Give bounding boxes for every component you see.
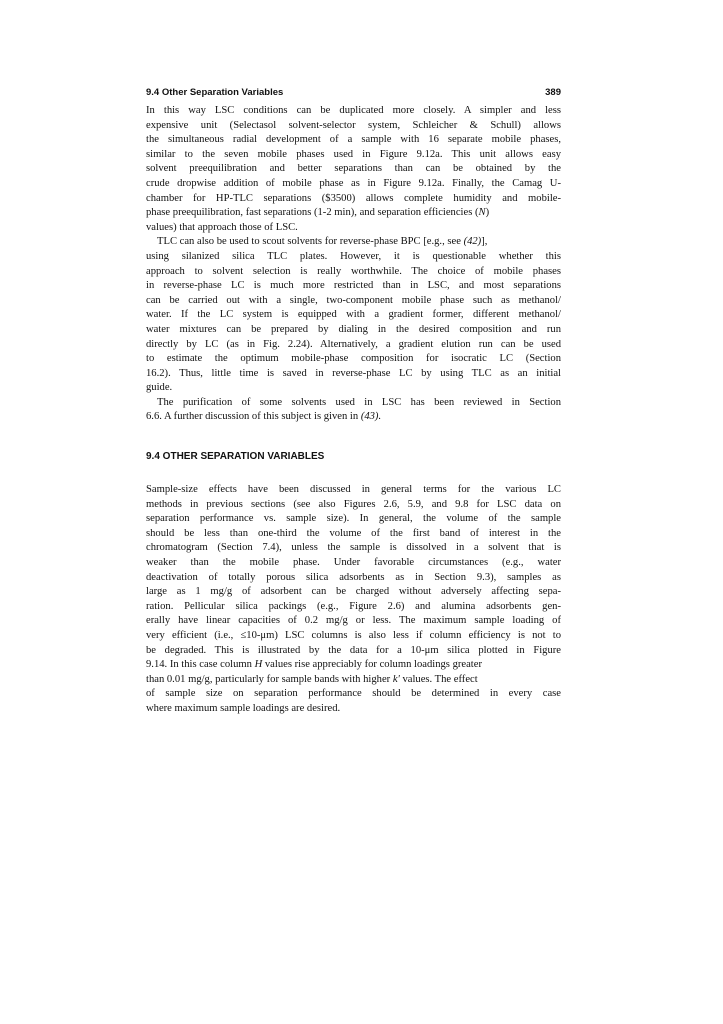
paragraph1-line: In this way LSC conditions can be duplicated more closely. A simpler and less — [146, 105, 561, 116]
paragraph2-line: water. If the LC system is equipped with a gradient former, different methanol/ — [146, 309, 561, 321]
body-text-lower — [146, 483, 561, 717]
paragraph1-line — [146, 206, 561, 221]
paragraph2-line: water mixtures can be prepared by dialing in the desired composition and run — [146, 323, 561, 335]
paragraph4-line-tail: values. The effect — [399, 673, 478, 685]
paragraph4-line: methods in previous sections (see also Figures 2.6, 5.9, and 9.8 for LSC data on — [146, 498, 561, 510]
paragraph2-line: approach to solvent selection is really worthwhile. The choice of mobile phases — [146, 265, 561, 277]
section-heading: 9.4 OTHER SEPARATION VARIABLES — [146, 451, 325, 462]
paragraph4-line: Sample-size effects have been discussed in general terms for the various LC — [146, 484, 561, 495]
paragraph4-line: of sample size on separation performance should be determined in every case — [146, 688, 561, 700]
paragraph2-line: in reverse-phase LC is much more restricted than in LSC, and most separations — [146, 280, 561, 292]
paragraph1-line: values) that approach those of LSC. — [146, 221, 298, 233]
paragraph1-line: crude dropwise addition of mobile phase as in Figure 9.12a. Finally, the Camag U- — [146, 177, 561, 189]
running-head-title: 9.4 Other Separation Variables — [146, 87, 284, 98]
paragraph4-line: should be less than one-third the volume of the first band of interest in the — [146, 527, 561, 539]
paragraph4-line: separation performance vs. sample size). In general, the volume of the sample — [146, 513, 561, 525]
paragraph4-line: erally have linear capacities of 0.2 mg/g or less. The maximum sample loading of — [146, 615, 561, 627]
paragraph4-line: weaker than the mobile phase. Under favorable circumstances (e.g., water — [146, 556, 561, 568]
paragraph2-line — [146, 235, 561, 250]
italic-symbol-k: k' — [392, 673, 400, 685]
paragraph4-line — [146, 658, 561, 673]
reference-43: (43). — [360, 411, 382, 423]
paragraph1-line: expensive unit (Selectasol solvent-selector system, Schleicher & Schull) allows — [146, 119, 561, 131]
paragraph2-line: to estimate the optimum mobile-phase composition for isocratic LC (Section — [146, 353, 561, 365]
paragraph2-line-text: TLC can also be used to scout solvents for reverse-phase BPC [e.g., see — [157, 236, 464, 248]
paragraph4-line: chromatogram (Section 7.4), unless the sample is dissolved in a solvent that is — [146, 542, 561, 554]
paragraph1-line: similar to the seven mobile phases used in Figure 9.12a. This unit allows easy — [146, 148, 561, 160]
paragraph4-line-text: than 0.01 mg/g, particularly for sample bands with higher — [146, 673, 393, 685]
paragraph1-line: chamber for HP-TLC separations ($3500) allows complete humidity and mobile- — [146, 192, 561, 204]
paragraph4-line-tail: values rise appreciably for column loadings greater — [262, 659, 482, 671]
paragraph4-line: deactivation of totally porous silica adsorbents as in Section 9.3), samples as — [146, 571, 561, 583]
italic-symbol-n: N — [478, 207, 486, 219]
paragraph2-line: using silanized silica TLC plates. However, it is questionable whether this — [146, 250, 561, 262]
paragraph4-line: large as 1 mg/g of adsorbent can be charged without adversely affecting sepa- — [146, 586, 561, 598]
reference-42: (42) — [463, 236, 482, 248]
paragraph4-line-text: 9.14. In this case column — [146, 659, 255, 671]
paragraph2-line-tail: ], — [481, 236, 488, 248]
paragraph2-line: directly by LC (as in Fig. 2.24). Alternatively, a gradient elution run can be used — [146, 338, 561, 350]
paragraph4-line: where maximum sample loadings are desired. — [146, 702, 341, 714]
paragraph1-line: solvent preequilibration and better separations than can be obtained by the — [146, 163, 561, 175]
paragraph3-line-text: 6.6. A further discussion of this subject is given in — [146, 411, 361, 423]
paragraph1-line-text: phase preequilibration, fast separations (1-2 min), and separation efficiencies ( — [146, 207, 479, 219]
paragraph3-line — [146, 410, 561, 425]
paragraph4-line: very efficient (i.e., ≤10-μm) LSC columns is also less if column efficiency is not to — [146, 629, 561, 641]
paragraph2-line: guide. — [146, 382, 173, 394]
paragraph4-line: ration. Pellicular silica packings (e.g., Figure 2.6) and alumina adsorbents gen- — [146, 600, 561, 612]
italic-symbol-h: H — [254, 659, 263, 671]
paragraph2-line: 16.2). Thus, little time is saved in reverse-phase LC by using TLC as an initial — [146, 367, 561, 379]
paragraph2-line: can be carried out with a single, two-component mobile phase such as methanol/ — [146, 294, 561, 306]
paragraph1-line-tail: ) — [485, 207, 490, 219]
paragraph4-line — [146, 673, 561, 688]
paragraph1-line: the simultaneous radial development of a sample with 16 separate mobile phases, — [146, 134, 561, 146]
body-text-upper — [146, 104, 561, 425]
paragraph4-line: be degraded. This is illustrated by the data for a 10-μm silica plotted in Figure — [146, 644, 561, 656]
paragraph3-line: The purification of some solvents used in LSC has been reviewed in Section — [157, 396, 561, 408]
page-number: 389 — [545, 87, 561, 98]
